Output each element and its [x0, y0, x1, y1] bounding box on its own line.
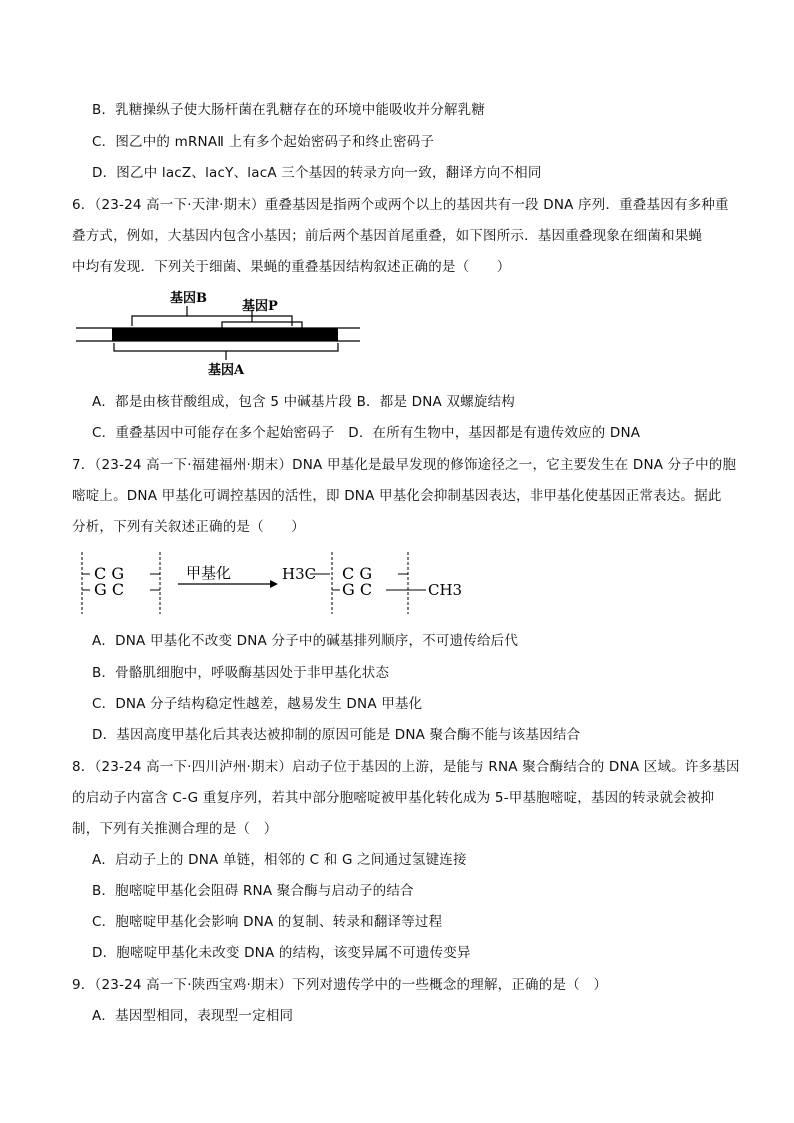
gene-p-bracket-inner	[222, 322, 302, 328]
q7-option-c: C．DNA 分子结构稳定性越差，越易发生 DNA 甲基化	[92, 696, 423, 712]
q9-stem-line-1: 9．（23-24 高一下·陕西宝鸡·期末）下列对遗传学中的一些概念的理解，正确的是（ ）	[72, 977, 608, 993]
q6-option-line-2: C．重叠基因中可能存在多个起始密码子 D．在所有生物中，基因都是有遗传效应的 DNA	[92, 425, 641, 441]
q6-stem-line-2: 叠方式，例如，大基因内包含小基因；前后两个基因首尾重叠，如下图所示．基因重叠现象在细菌和果蝇	[72, 228, 703, 244]
q7-option-d: D．基因高度甲基化后其表达被抑制的原因可能是 DNA 聚合酶不能与该基因结合	[92, 727, 581, 743]
q9-option-a: A．基因型相同，表现型一定相同	[92, 1008, 294, 1024]
h3c-label: H3C	[282, 565, 317, 583]
q6-stem-line-1: 6．（23-24 高一下·天津·期末）重叠基因是指两个或两个以上的基因共有一段 DNA 序列．重叠基因有多种重	[72, 197, 729, 213]
gene-a-bracket	[114, 343, 338, 351]
q8-option-d: D．胞嘧啶甲基化未改变 DNA 的结构，该变异属不可遗传变异	[92, 945, 471, 961]
q8-option-c: C．胞嘧啶甲基化会影响 DNA 的复制、转录和翻译等过程	[92, 914, 443, 930]
methylation-arrow-label: 甲基化	[186, 564, 232, 582]
q6-stem-line-3: 中均有发现．下列关于细菌、果蝇的重叠基因结构叙述正确的是（ ）	[72, 259, 511, 275]
ch3-label: CH3	[428, 581, 463, 599]
gene-region-bar	[112, 328, 338, 341]
gene-p-label: 基因P	[242, 299, 278, 314]
q5-option-c: C．图乙中的 mRNAⅡ 上有多个起始密码子和终止密码子	[92, 134, 435, 150]
gene-a-label: 基因A	[208, 363, 245, 378]
q5-option-b: B．乳糖操纵子使大肠杆菌在乳糖存在的环境中能吸收并分解乳糖	[92, 102, 486, 118]
left-pair-bottom: G C	[94, 580, 125, 599]
gene-b-label: 基因B	[170, 291, 207, 306]
q7-stem-line-3: 分析，下列有关叙述正确的是（ ）	[72, 519, 305, 535]
gene-b-bracket	[132, 316, 292, 326]
q7-stem-line-2: 嘧啶上。DNA 甲基化可调控基因的活性，即 DNA 甲基化会抑制基因表达，非甲基化使基因正常表达。据此	[72, 488, 722, 504]
left-pair-top: C G	[94, 564, 125, 583]
q5-option-d: D．图乙中 lacZ、lacY、lacA 三个基因的转录方向一致，翻译方向不相同	[92, 165, 542, 181]
overlapping-genes-figure	[70, 286, 370, 378]
q8-option-a: A．启动子上的 DNA 单链，相邻的 C 和 G 之间通过氢键连接	[92, 852, 467, 868]
right-pair-top: C G	[342, 564, 373, 583]
q8-stem-line-2: 的启动子内富含 C-G 重复序列，若其中部分胞嘧啶被甲基化转化成为 5-甲基胞嘧啶，基因的转录就会被抑	[72, 790, 715, 806]
q8-stem-line-1: 8．（23-24 高一下·四川泸州·期末）启动子位于基因的上游，是能与 RNA 聚合酶结合的 DNA 区域。许多基因	[72, 759, 740, 775]
q8-option-b: B．胞嘧啶甲基化会阻碍 RNA 聚合酶与启动子的结合	[92, 883, 414, 899]
dna-methylation-figure	[74, 548, 484, 618]
q7-option-a: A．DNA 甲基化不改变 DNA 分子中的碱基排列顺序，不可遗传给后代	[92, 633, 519, 649]
q6-option-line-1: A．都是由核苷酸组成，包含 5 中碱基片段 B．都是 DNA 双螺旋结构	[92, 394, 515, 410]
q7-stem-line-1: 7．（23-24 高一下·福建福州·期末）DNA 甲基化是最早发现的修饰途径之一，它主要发生在 DNA 分子中的胞	[72, 457, 737, 473]
right-pair-bottom: G C	[342, 580, 373, 599]
q7-option-b: B．骨骼肌细胞中，呼吸酶基因处于非甲基化状态	[92, 665, 390, 681]
q8-stem-line-3: 制，下列有关推测合理的是（ ）	[72, 821, 278, 837]
